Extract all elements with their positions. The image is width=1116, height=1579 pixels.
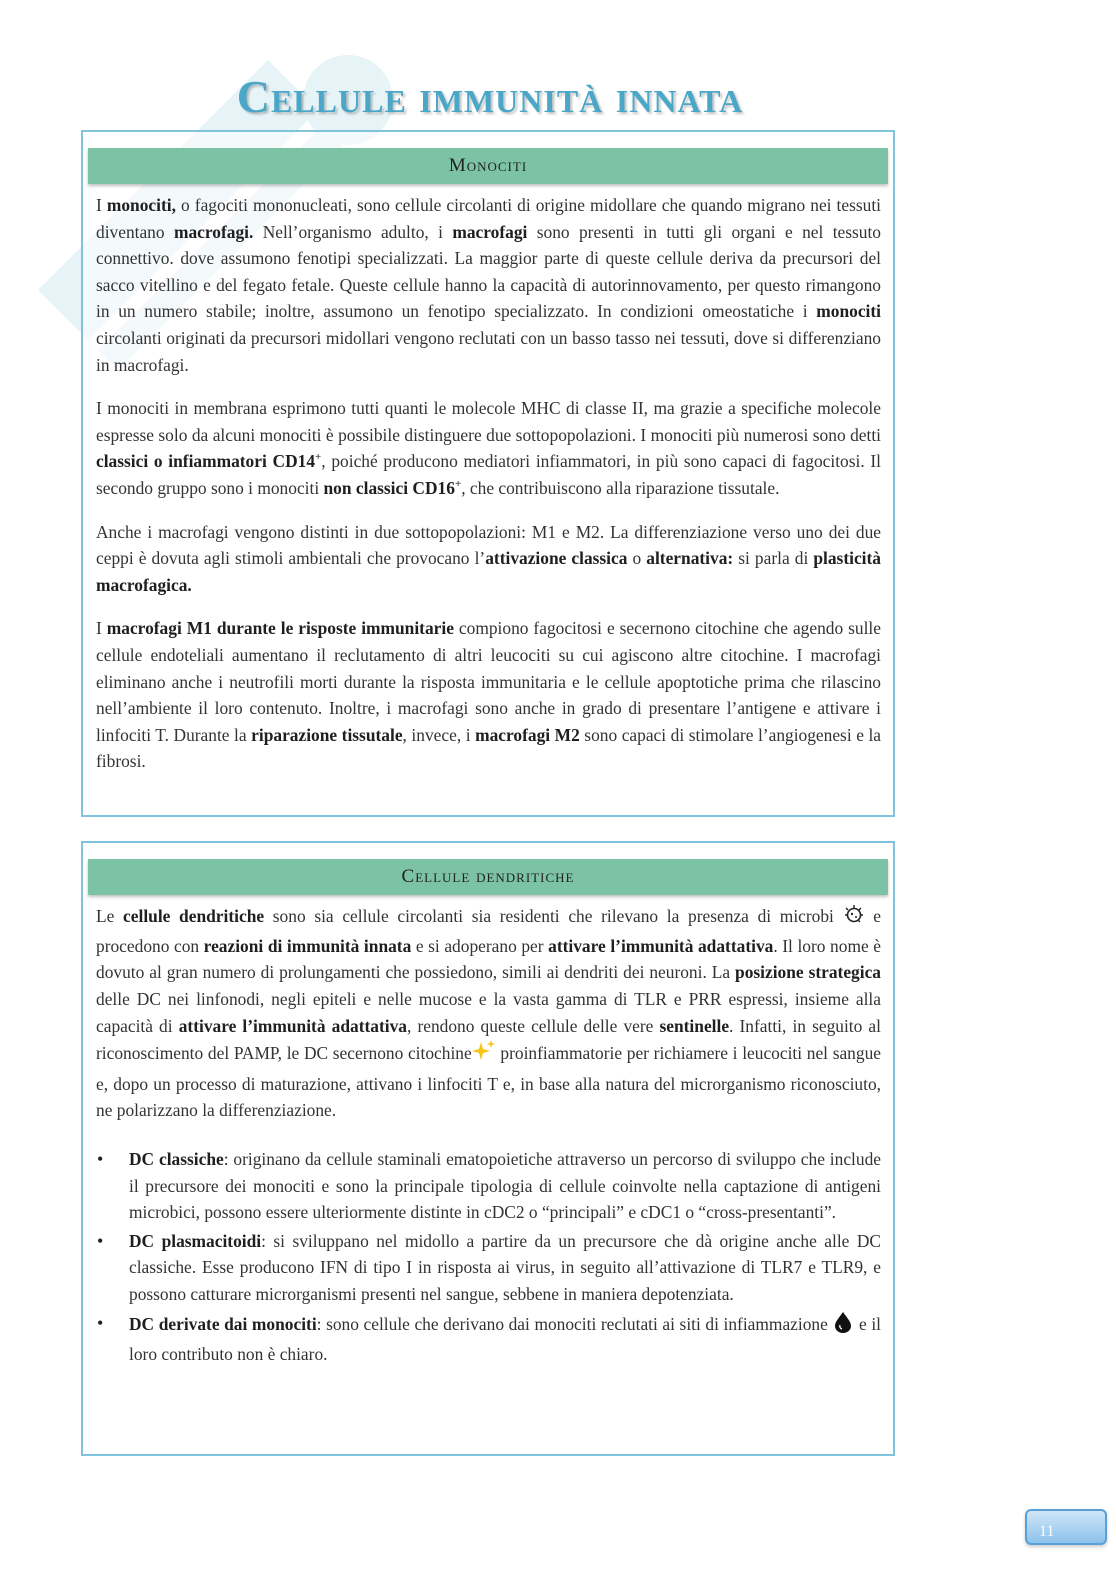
text-run: sono presenti in tutti gli organi e nel tessuto connettivo. dove assumono fenotipi specializzati. La maggior parte di queste cellule deriva da precursori del sacco vitellino e del fegato fetale. Queste cellule hanno la capacità di autorinnovamento, per questo rimangono in un numero stabile; inoltre, assumono un fenotipo specializzato. In condizioni omeostatiche i [96,221,882,322]
paragraph-monociti-definition [96,192,881,378]
paragraph-macrofagi-subpopulations [96,519,881,599]
text-run: e si adoperano per [411,935,549,956]
bold-text: posizione strategica [735,962,881,983]
bold-text: macrofagi M1 durante le risposte immunitarie [106,618,454,639]
bold-text: non classici CD16 [323,477,455,498]
text-run: e procedono con [96,906,881,956]
bold-text: alternativa: [646,548,734,569]
bold-text: plasticità macrofagica. [96,548,881,595]
text-run: . Infatti, in seguito al riconoscimento del PAMP, le DC secernono citochine [96,1015,881,1063]
bold-text: + [315,451,322,464]
bold-text: macrofagi [452,221,528,242]
text-run: o [627,548,647,569]
text-run: sono sia cellule circolanti sia residenti che rilevano la presenza di microbi [264,906,843,926]
text-run: o fagociti mononucleati, sono cellule circolanti di origine midollare che quando migrano nei tessuti diventano [96,195,882,242]
text-run: si parla di [733,548,814,569]
section-header-dendritiche: Cellule dendritiche [88,859,888,895]
bold-text: riparazione tissutale [251,724,403,745]
bold-text: DC classiche [129,1148,224,1169]
text-run: e il loro contributo non è chiaro. [129,1313,881,1365]
text-run: proinfiammatorie per richiamere i leucociti nel sangue e, dopo un processo di maturazione, attivano i linfociti T e, in base alla natura del microrganismo riconosciuto, ne polarizzano la differenziazione. [96,1042,881,1121]
list-item-dc-plasmacitoidi [129,1228,881,1308]
bold-text: cellule dendritiche [123,906,265,926]
text-run: : sono cellule che derivano dai monociti reclutati ai siti di infiammazione [316,1313,833,1334]
text-run: I [96,195,107,215]
text-run: Le [96,906,124,926]
text-run: , invece, i [402,724,476,745]
bold-text: attivare l’immunità adattativa [178,1015,407,1036]
bold-text: sentinelle [659,1015,730,1036]
page-number-badge [1025,1509,1107,1545]
text-run: sono capaci di stimolare l’angiogenesi e la fibrosi. [96,724,882,772]
list-item-dc-monociti [129,1310,881,1368]
page-number: 11 [1039,1523,1055,1540]
bold-text: macrofagi M2 [475,724,580,745]
bold-text: DC derivate dai monociti [129,1313,317,1334]
text-run: : si sviluppano nel midollo a partire da un precursore che dà origine anche alle DC classiche. Esse producono IFN di tipo I in risposta ai virus, in seguito all’attivazione di TLR7 e TLR9, e possono catturare microrganismi presenti nel sangue, sebbene in maniera depotenziata. [129,1230,881,1304]
microbe-icon [843,903,865,933]
text-run: circolanti originati da precursori midollari vengono reclutati con un basso tasso nei tessuti, dove si differenziano in macrofagi. [96,327,881,375]
paragraph-monociti-subpopulations [96,395,881,501]
text-run: : originano da cellule staminali ematopoietiche attraverso un percorso di sviluppo che include il precursore dei monociti e sono la principale tipologia di cellule coinvolte nella captazione di antigeni microbici, possono essere ulteriormente distinte in cDC2 o “principali” e cDC1 o “cross-presentanti”. [129,1148,881,1223]
text-run: I [96,618,107,639]
bold-text: attivazione classica [485,548,628,569]
sparkles-icon [472,1039,496,1071]
section-header-monociti: Monociti [88,148,888,184]
bold-text: DC plasmacitoidi [129,1230,262,1251]
bold-text: + [454,478,462,491]
text-run: , rendono queste cellule delle vere [407,1015,660,1036]
dendritiche-section [81,841,895,1456]
page-title: Cellule immunità innata [236,71,744,122]
paragraph-dendritiche-intro [96,903,881,1124]
bold-text: macrofagi. [173,221,254,242]
text-run: Anche i macrofagi vengono distinti in due sottopopolazioni: M1 e M2. La differenziazione verso uno dei due ceppi è dovuta agli stimoli ambientali che provocano l’ [96,521,881,569]
text-run: . Il loro nome è dovuto al gran numero di prolungamenti che possiedono, simili ai dendriti dei neuroni. La [96,935,881,983]
text-run: , che contribuiscono alla riparazione tissutale. [461,477,780,498]
text-run: Nell’organismo adulto, i [253,221,453,242]
bold-text: classici o infiammatori CD14 [96,451,316,472]
bold-text: attivare l’immunità adattativa [548,935,774,956]
drop-icon [832,1310,854,1342]
dc-types-list [96,1146,881,1368]
paragraph-macrofagi-m1-m2 [96,615,881,775]
bold-text: reazioni di immunità innata [203,935,412,956]
bold-text: monociti [816,301,881,322]
text-run: delle DC nei linfonodi, negli epiteli e nelle mucose e la vasta gamma di TLR e PRR espressi, insieme alla capacità di [96,988,881,1036]
monociti-section [81,130,895,817]
text-run: I monociti in membrana esprimono tutti quanti le molecole MHC di classe II, ma grazie a specifiche molecole espresse solo da alcuni monociti è possibile distinguere due sottopopolazioni. I monociti più numerosi sono detti [96,398,881,445]
text-run: , poiché producono mediatori infiammatori, in più sono capaci di fagocitosi. Il secondo gruppo sono i monociti [96,451,882,498]
text-run: compiono fagocitosi e secernono citochine che agendo sulle cellule endoteliali aumentano il reclutamento di altri leucociti su cui agiscono altre citochine. I macrofagi eliminano anche i neutrofili morti durante la risposta immunitaria e le cellule apoptotiche prima che rilascino nell’ambiente il loro contenuto. Inoltre, i macrofagi sono anche in grado di presentare l’antigene e attivare i linfociti T. Durante la [96,618,881,745]
list-item-dc-classiche [129,1146,881,1226]
bold-text: monociti, [106,195,176,215]
